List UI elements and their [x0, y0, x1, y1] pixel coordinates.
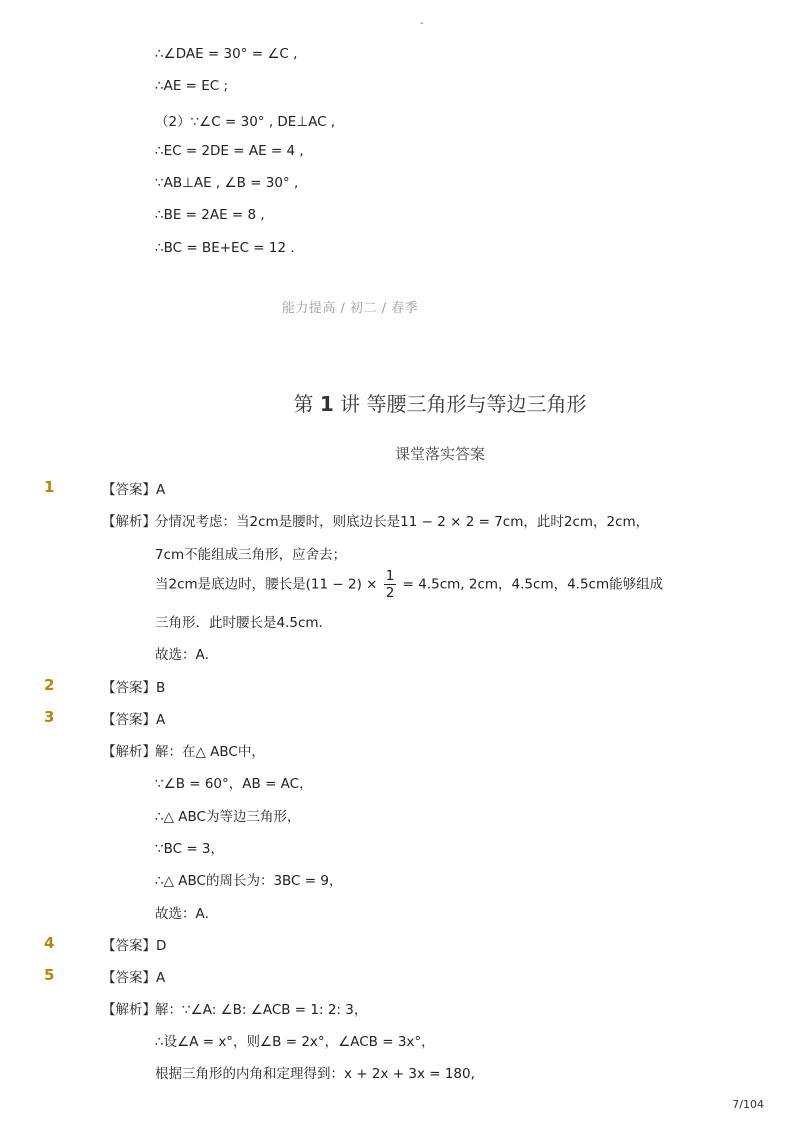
answer-label: 【答案】A	[102, 712, 166, 728]
analysis-line: ∴△ ABC的周长为：3BC = 9，	[155, 873, 343, 889]
question-number: 3	[44, 708, 55, 726]
analysis-line: 分情况考虑：当2cm是腰时，则底边长是11 − 2 × 2 = 7cm，此时2cm，2cm，	[155, 514, 650, 530]
proof-line: （2）∵∠C = 30° , DE⊥AC ,	[155, 114, 336, 130]
analysis-line: ∵∠B = 60°，AB = AC，	[155, 776, 313, 792]
lecture-title	[0, 388, 800, 417]
answer-label: 【答案】B	[102, 680, 166, 696]
proof-line: ∴AE = EC ;	[155, 78, 229, 94]
analysis-label: 【解析】	[102, 514, 156, 530]
question-number: 1	[44, 478, 55, 496]
proof-line: ∴BE = 2AE = 8 ,	[155, 207, 265, 223]
analysis-line: ∵BC = 3，	[155, 841, 225, 857]
running-title: 能力提高 / 初二 / 春季	[281, 301, 419, 316]
fraction	[384, 568, 397, 601]
analysis-line: 故选：A．	[155, 647, 219, 663]
analysis-line: 三角形．此时腰长是4.5cm．	[155, 615, 333, 631]
analysis-text: = 4.5cm, 2cm，4.5cm，4.5cm能够组成	[402, 576, 664, 593]
analysis-label: 【解析】	[102, 1002, 156, 1018]
answer-label: 【答案】A	[102, 482, 166, 498]
answer-label: 【答案】D	[102, 938, 167, 954]
analysis-line: ∴△ ABC为等边三角形，	[155, 809, 301, 825]
lecture-number: 1	[319, 392, 334, 416]
analysis-line: 解：∵∠A: ∠B: ∠ACB = 1: 2: 3，	[155, 1002, 368, 1018]
fraction-numerator: 1	[385, 568, 395, 584]
question-number: 2	[44, 676, 55, 694]
analysis-line: 解：在△ ABC中，	[155, 744, 265, 760]
proof-line: ∴∠DAE = 30° = ∠C ,	[155, 46, 298, 62]
analysis-line: ∴设∠A = x°，则∠B = 2x°，∠ACB = 3x°，	[155, 1034, 435, 1050]
page-number: 7/104	[732, 1098, 764, 1111]
analysis-line	[155, 568, 663, 601]
lecture-suffix: 讲 等腰三角形与等边三角形	[340, 392, 587, 416]
header-mark: -	[420, 18, 424, 29]
analysis-line: 7cm不能组成三角形，应舍去；	[155, 547, 347, 563]
analysis-line: 根据三角形的内角和定理得到：x + 2x + 3x = 180,	[155, 1066, 475, 1082]
analysis-text: 当2cm是底边时，腰长是(11 − 2) ×	[155, 576, 378, 593]
proof-line: ∴EC = 2DE = AE = 4 ,	[155, 143, 304, 159]
lecture-prefix: 第	[293, 392, 314, 416]
analysis-label: 【解析】	[102, 744, 156, 760]
question-number: 5	[44, 966, 55, 984]
proof-line: ∴BC = BE+EC = 12 .	[155, 240, 295, 256]
section-title: 课堂落实答案	[394, 445, 485, 463]
question-number: 4	[44, 934, 55, 952]
proof-line: ∵AB⊥AE , ∠B = 30° ,	[155, 175, 299, 191]
fraction-denominator: 2	[385, 585, 395, 601]
answer-label: 【答案】A	[102, 970, 166, 986]
analysis-line: 故选：A．	[155, 906, 219, 922]
